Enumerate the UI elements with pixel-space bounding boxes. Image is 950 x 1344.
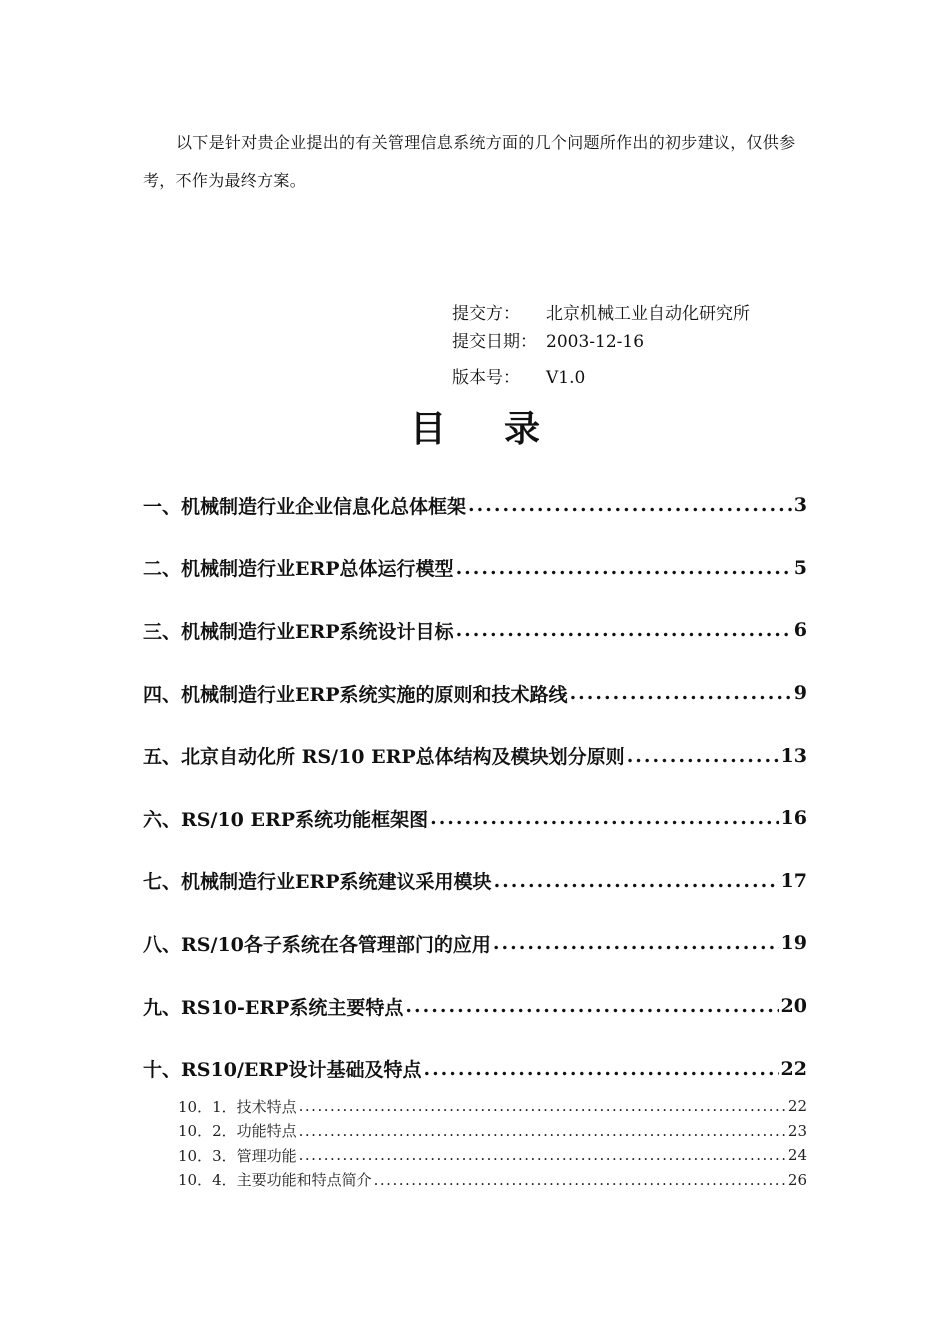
toc-entry[interactable] [143,912,807,975]
toc-entry-page: 17 [780,869,807,892]
toc-subentry[interactable] [178,1143,807,1168]
toc-leader [374,1171,786,1189]
toc-subentry[interactable] [178,1119,807,1144]
toc-list [143,474,807,1100]
submitter-row [452,300,852,328]
toc-entry-text: 五、北京自动化所 RS/10 ERP总体结构及模块划分原则 [143,746,625,769]
toc-subentry-text: 10．4．主要功能和特点简介 [178,1171,372,1190]
toc-subentry-text: 10．1．技术特点 [178,1097,297,1116]
toc-entry[interactable] [143,537,807,600]
toc-entry[interactable] [143,599,807,662]
toc-entry-text: 二、机械制造行业ERP总体运行模型 [143,558,454,581]
toc-leader [299,1146,786,1164]
toc-leader [456,619,792,641]
toc-leader [299,1122,786,1140]
toc-entry-text: 四、机械制造行业ERP系统实施的原则和技术路线 [143,683,568,706]
toc-sublist [178,1094,807,1192]
toc-entry-text: 八、RS/10各子系统在各管理部门的应用 [143,933,491,956]
toc-entry-text: 三、机械制造行业ERP系统设计目标 [143,620,454,643]
toc-entry-text: 九、RS10-ERP系统主要特点 [143,996,404,1019]
toc-entry-page: 16 [780,807,807,830]
toc-entry-text: 七、机械制造行业ERP系统建议采用模块 [143,871,492,894]
intro-paragraph: 以下是针对贵企业提出的有关管理信息系统方面的几个问题所作出的初步建议，仅供参考，不作为最终方案。 [143,133,796,190]
toc-entry[interactable] [143,850,807,913]
toc-entry[interactable] [143,662,807,725]
toc-title: 目录 [409,408,598,450]
date-value: 2003-12-16 [546,332,645,352]
toc-subentry-text: 10．3．管理功能 [178,1146,297,1165]
toc-subentry-page: 24 [787,1146,807,1165]
toc-leader [493,932,779,954]
version-row [452,364,852,392]
date-label: 提交日期： [452,332,537,352]
date-row [452,328,852,356]
submitter-value: 北京机械工业自动化研究所 [546,304,750,324]
version-label: 版本号： [452,368,520,388]
toc-entry-page: 6 [793,619,807,642]
toc-entry-page: 9 [793,682,807,705]
toc-entry[interactable] [143,724,807,787]
toc-leader [456,557,792,579]
toc-entry-page: 5 [793,556,807,579]
document-meta [452,300,852,392]
version-value: V1.0 [546,368,586,388]
toc-entry[interactable] [143,1037,807,1100]
toc-leader [423,1058,778,1080]
toc-subentry-page: 22 [787,1097,807,1116]
toc-subentry-page: 23 [787,1121,807,1140]
toc-entry-text: 六、RS/10 ERP系统功能框架图 [143,808,429,831]
toc-entry-page: 22 [780,1057,807,1080]
toc-entry-page: 19 [780,932,807,955]
toc-subentry[interactable] [178,1168,807,1193]
toc-leader [627,745,779,767]
toc-entry[interactable] [143,975,807,1038]
toc-leader [430,807,778,829]
toc-leader [299,1097,786,1115]
toc-subentry-page: 26 [787,1170,807,1189]
toc-entry-text: 一、机械制造行业企业信息化总体框架 [143,495,467,518]
toc-subentry-text: 10．2．功能特点 [178,1122,297,1141]
toc-leader [468,494,792,516]
toc-entry[interactable] [143,787,807,850]
toc-entry-page: 3 [793,494,807,517]
toc-entry-page: 20 [780,995,807,1018]
toc-leader [405,995,778,1017]
toc-leader [494,870,779,892]
toc-entry-text: 十、RS10/ERP设计基础及特点 [143,1059,422,1082]
toc-entry-page: 13 [780,744,807,767]
submitter-label: 提交方： [452,304,520,324]
toc-entry[interactable] [143,474,807,537]
toc-leader [570,682,792,704]
toc-subentry[interactable] [178,1094,807,1119]
